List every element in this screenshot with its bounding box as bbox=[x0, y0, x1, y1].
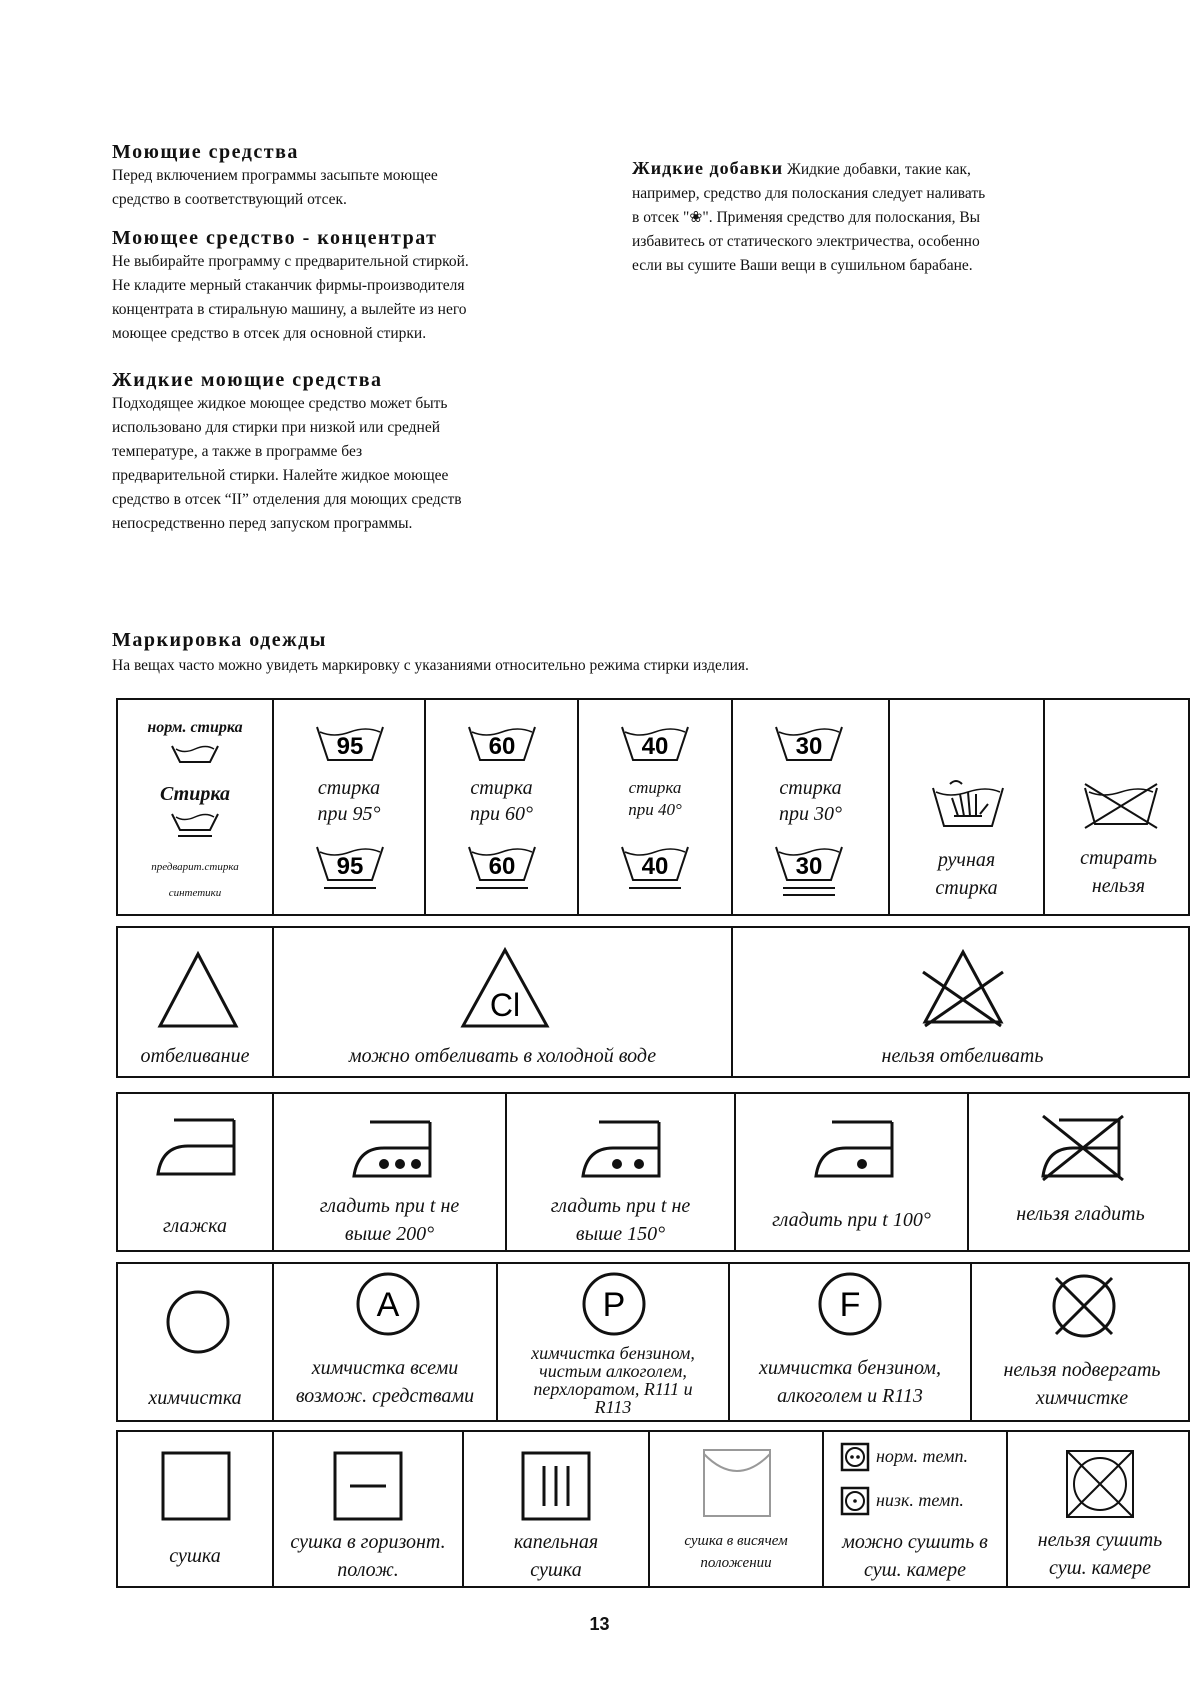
no-wash-cell bbox=[1045, 700, 1192, 914]
dry-flat-icon bbox=[332, 1450, 404, 1522]
dry-flat-cell bbox=[274, 1432, 464, 1586]
label: при 40° bbox=[628, 800, 682, 819]
label: нельзя подвергать bbox=[1003, 1359, 1161, 1381]
chlorine-symbol: Cl bbox=[489, 987, 521, 1023]
iron-200-cell bbox=[274, 1094, 507, 1250]
hang-dry-icon bbox=[702, 1448, 772, 1518]
no-iron-icon bbox=[1037, 1112, 1127, 1182]
label: капельная bbox=[513, 1531, 599, 1553]
label: можно сушить в bbox=[842, 1531, 988, 1553]
label: нельзя отбеливать bbox=[881, 1045, 1044, 1067]
washtub-30-gentle-icon bbox=[773, 844, 845, 898]
section-heading: Маркировка одежды bbox=[112, 629, 327, 651]
label: стирка bbox=[317, 777, 381, 799]
wash-40-cell bbox=[579, 700, 733, 914]
temp-number: 30 bbox=[795, 733, 823, 760]
no-dry-clean-icon bbox=[1048, 1270, 1120, 1342]
label: сушка bbox=[530, 1559, 582, 1581]
label: при 60° bbox=[470, 803, 533, 825]
temp-number: 40 bbox=[641, 733, 669, 760]
label: стирка bbox=[470, 777, 533, 799]
drying-row bbox=[116, 1430, 1190, 1588]
label: норм. стирка bbox=[147, 719, 243, 736]
label: глажка bbox=[163, 1215, 227, 1237]
bleach-triangle-icon bbox=[156, 948, 240, 1032]
paragraph-line: Не выбирайте программу с предварительной стиркой. bbox=[112, 253, 469, 270]
temp-number: 30 bbox=[795, 853, 823, 880]
label: при 95° bbox=[317, 803, 381, 825]
section-heading: Моющее средство - концентрат bbox=[112, 227, 438, 249]
label: суш. камере bbox=[863, 1559, 967, 1581]
washtub-40-gentle-icon bbox=[619, 844, 691, 892]
section-heading: Жидкие добавки bbox=[632, 158, 784, 178]
section-heading: Моющие средства bbox=[112, 141, 299, 163]
temp-number: 60 bbox=[488, 733, 516, 760]
dry-square-icon bbox=[160, 1450, 232, 1522]
label: нельзя сушить bbox=[1037, 1529, 1163, 1551]
right-column bbox=[632, 156, 1112, 278]
iron-icon bbox=[154, 1116, 240, 1178]
paragraph-line: моющее средство в отсек для основной стирки. bbox=[112, 325, 427, 342]
washtub-icon bbox=[170, 744, 220, 764]
label: норм. темп. bbox=[876, 1446, 969, 1466]
iron-two-dots-icon bbox=[579, 1118, 665, 1180]
label: алкоголем и R113 bbox=[777, 1385, 923, 1407]
label: химчистка бензином, bbox=[531, 1343, 695, 1363]
dry-clean-circle-icon bbox=[164, 1288, 232, 1356]
label: химчистка бензином, bbox=[759, 1357, 941, 1379]
left-column bbox=[112, 140, 612, 536]
dry-clean-p-icon bbox=[580, 1270, 648, 1338]
paragraph-line: Перед включением программы засыпьте моющее bbox=[112, 167, 438, 184]
dry-clean-a-icon bbox=[354, 1270, 422, 1338]
paragraph-line: предварительной стирки. Налейте жидкое моющее bbox=[112, 467, 449, 484]
wash-30-cell bbox=[733, 700, 890, 914]
temp-number: 95 bbox=[336, 733, 364, 760]
iron-100-cell bbox=[736, 1094, 969, 1250]
dry-clean-p-cell bbox=[498, 1264, 730, 1420]
iron-cell bbox=[118, 1094, 274, 1250]
wash-normal-cell bbox=[118, 700, 274, 914]
label: отбеливание bbox=[140, 1045, 250, 1067]
paragraph-line: температуре, а также в программе без bbox=[112, 443, 363, 460]
temp-number: 60 bbox=[488, 853, 516, 880]
paragraph-line: использовано для стирки при низкой или средней bbox=[112, 419, 440, 436]
label: гладить при t 100° bbox=[772, 1209, 931, 1231]
label: R113 bbox=[594, 1397, 632, 1417]
label: нельзя bbox=[1091, 875, 1146, 897]
label: выше 200° bbox=[344, 1223, 435, 1245]
label: сушка в висячем bbox=[684, 1533, 788, 1549]
paragraph-line: Подходящее жидкое моющее средство может быть bbox=[112, 395, 448, 412]
dry-clean-cell bbox=[118, 1264, 274, 1420]
label: перхлоратом, R111 и bbox=[533, 1379, 693, 1399]
label: при 30° bbox=[779, 803, 842, 825]
dry-clean-f-icon bbox=[816, 1270, 884, 1338]
label: химчистка всеми bbox=[311, 1357, 459, 1379]
solvent-letter: F bbox=[839, 1286, 861, 1324]
washtub-40-icon bbox=[619, 724, 691, 764]
section-heading: Жидкие моющие средства bbox=[112, 369, 383, 391]
temp-number: 40 bbox=[641, 853, 669, 880]
no-tumble-dry-cell bbox=[1008, 1432, 1192, 1586]
iron-one-dot-icon bbox=[812, 1118, 898, 1180]
label: сушка в горизонт. bbox=[290, 1531, 446, 1553]
washtub-60-gentle-icon bbox=[466, 844, 538, 892]
label: положении bbox=[700, 1555, 772, 1571]
label: нельзя гладить bbox=[1016, 1203, 1145, 1225]
washtub-30-icon bbox=[773, 724, 845, 764]
label: низк. темп. bbox=[876, 1490, 964, 1510]
marking-section bbox=[112, 628, 1112, 678]
iron-row bbox=[116, 1092, 1190, 1252]
temp-number: 95 bbox=[336, 853, 364, 880]
label: полож. bbox=[337, 1559, 399, 1581]
paragraph-line: Жидкие добавки, такие как, bbox=[786, 161, 971, 178]
paragraph-line: в отсек "❀". Применяя средство для полоскания, Вы bbox=[632, 209, 981, 226]
dry-cell bbox=[118, 1432, 274, 1586]
label: можно отбеливать в холодной воде bbox=[348, 1045, 657, 1067]
tumble-low-icon bbox=[840, 1486, 870, 1516]
iron-three-dots-icon bbox=[350, 1118, 436, 1180]
label: стирать bbox=[1080, 847, 1157, 869]
label: гладить при t не bbox=[319, 1195, 460, 1217]
label: выше 150° bbox=[575, 1223, 666, 1245]
wash-row bbox=[116, 698, 1190, 916]
dry-clean-f-cell bbox=[730, 1264, 972, 1420]
label: ручная bbox=[937, 849, 996, 871]
label: Стирка bbox=[160, 783, 230, 805]
paragraph-line: например, средство для полоскания следует наливать bbox=[632, 185, 986, 202]
label: стирка bbox=[628, 778, 682, 797]
label: стирка bbox=[935, 877, 998, 899]
label: возмож. средствами bbox=[295, 1385, 475, 1407]
label: предварит.стирка bbox=[151, 861, 239, 873]
hand-wash-cell bbox=[890, 700, 1045, 914]
chlorine-bleach-icon bbox=[459, 946, 551, 1030]
paragraph-line: средство в отсек “II” отделения для моющих средств bbox=[112, 491, 462, 508]
drip-dry-icon bbox=[520, 1450, 592, 1522]
washtub-95-gentle-icon bbox=[314, 844, 386, 892]
paragraph-line: избавитесь от статического электричества, особенно bbox=[632, 233, 980, 250]
no-wash-icon bbox=[1081, 782, 1161, 830]
dry-clean-row bbox=[116, 1262, 1190, 1422]
label: гладить при t не bbox=[550, 1195, 691, 1217]
label: суш. камере bbox=[1048, 1557, 1152, 1579]
label: чистым алкоголем, bbox=[539, 1361, 687, 1381]
bleach-cell bbox=[118, 928, 274, 1076]
hand-wash-icon bbox=[930, 776, 1006, 830]
dry-clean-a-cell bbox=[274, 1264, 498, 1420]
label: стирка bbox=[779, 777, 842, 799]
paragraph-line: средство в соответствующий отсек. bbox=[112, 191, 347, 208]
wash-60-cell bbox=[426, 700, 579, 914]
label: синтетики bbox=[168, 887, 222, 899]
no-bleach-cell bbox=[733, 928, 1192, 1076]
tumble-dry-cell bbox=[824, 1432, 1008, 1586]
tumble-normal-icon bbox=[840, 1442, 870, 1472]
paragraph-line: Не кладите мерный стаканчик фирмы-производителя bbox=[112, 277, 465, 294]
drip-dry-cell bbox=[464, 1432, 650, 1586]
washtub-60-icon bbox=[466, 724, 538, 764]
paragraph-line: непосредственно перед запуском программы. bbox=[112, 515, 413, 532]
iron-150-cell bbox=[507, 1094, 736, 1250]
wash-95-cell bbox=[274, 700, 426, 914]
no-bleach-icon bbox=[915, 942, 1011, 1030]
paragraph-line: концентрата в стиральную машину, а вылейте из него bbox=[112, 301, 467, 318]
hang-dry-cell bbox=[650, 1432, 824, 1586]
label: сушка bbox=[169, 1545, 221, 1567]
washtub-icon bbox=[170, 812, 220, 838]
solvent-letter: P bbox=[602, 1286, 626, 1324]
paragraph-line: если вы сушите Ваши вещи в сушильном барабане. bbox=[632, 257, 973, 274]
label: химчистка bbox=[148, 1387, 242, 1409]
no-iron-cell bbox=[969, 1094, 1192, 1250]
bleach-row bbox=[116, 926, 1190, 1078]
cold-bleach-cell bbox=[274, 928, 733, 1076]
no-tumble-dry-icon bbox=[1064, 1448, 1136, 1520]
page-number: 13 bbox=[589, 1614, 610, 1634]
label: химчистке bbox=[1035, 1387, 1129, 1409]
solvent-letter: A bbox=[376, 1286, 400, 1324]
no-dry-clean-cell bbox=[972, 1264, 1192, 1420]
paragraph-line: На вещах часто можно увидеть маркировку с указаниями относительно режима стирки изделия. bbox=[112, 657, 749, 674]
washtub-95-icon bbox=[314, 724, 386, 764]
